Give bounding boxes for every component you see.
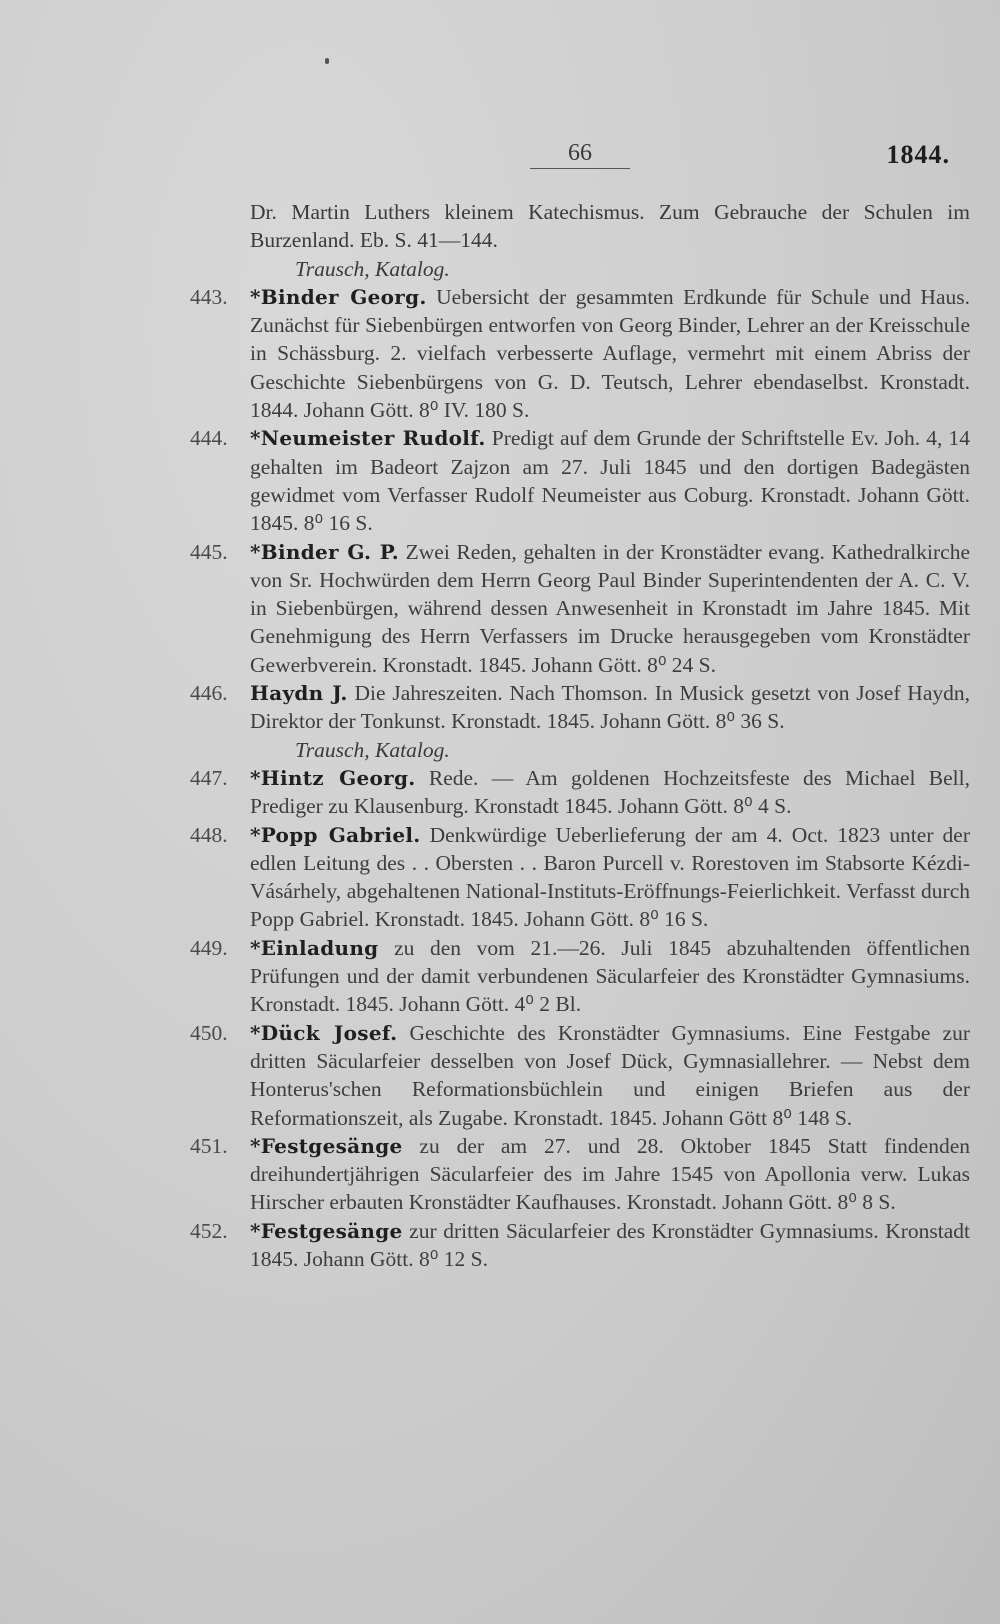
entry-author: *Binder Georg. xyxy=(250,284,427,309)
bibliography-content xyxy=(190,198,970,1273)
page-year: 1844. xyxy=(886,140,950,169)
entry-author: *Festgesänge xyxy=(250,1218,403,1243)
entry-number: 445. xyxy=(190,539,228,564)
entry-number: 449. xyxy=(190,935,228,960)
entry-number: 447. xyxy=(190,765,228,790)
entry-author: *Festgesänge xyxy=(250,1133,403,1158)
entry-text: Die Jahreszeiten. Nach Thomson. In Musick gesetzt von Josef Haydn, Direktor der Tonkunst. Kronstadt. 1845. Johann Gött. 8⁰ 36 S. xyxy=(250,681,970,734)
entry-text: zur dritten Säcularfeier des Kronstädter Gymnasiums. Kronstadt 1845. Johann Gött. 8⁰ 12 S. xyxy=(250,1218,970,1271)
entry-author: Haydn J. xyxy=(250,681,348,706)
entry-450 xyxy=(190,1019,970,1132)
entry-text: Uebersicht der gesammten Erdkunde für Schule und Haus. Zunächst für Siebenbürgen entworfen von Georg Binder, Lehrer an der Kreisschule in Schässburg. 2. vielfach verbesserte Auflage, vermehrt mit einem Abriss der Geschichte Siebenbürgens von G. D. Teutsch, Lehrer ebendaselbst. Kronstadt. 1844. Johann Gött. 8⁰ IV. 180 S. xyxy=(250,284,970,423)
intro-paragraph: Dr. Martin Luthers kleinem Katechismus. Zum Gebrauche der Schulen im Burzenland. Eb. S. 41—144. xyxy=(250,200,970,253)
entry-451 xyxy=(190,1132,970,1217)
entry-text: Zwei Reden, gehalten in der Kronstädter evang. Kathedralkirche von Sr. Hochwürden dem Herrn Georg Paul Binder Superintendenten der A. C. V. in Siebenbürgen, während dessen Anwesenheit in Kronstadt im Jahre 1845. Mit Genehmigung des Herrn Verfassers im Drucke herausgegeben vom Kronstädter Gewerbverein. Kronstadt. 1845. Johann Gött. 8⁰ 24 S. xyxy=(250,539,970,677)
entry-446 xyxy=(190,679,970,736)
entry-number: 444. xyxy=(190,426,228,451)
entry-author: *Hintz Georg. xyxy=(250,765,416,790)
entry-number: 446. xyxy=(190,681,228,706)
entry-text: Rede. — Am goldenen Hochzeitsfeste des Michael Bell, Prediger zu Klausenburg. Kronstadt 1845. Johann Gött. 8⁰ 4 S. xyxy=(250,765,970,819)
entry-author: *Neumeister Rudolf. xyxy=(250,426,486,451)
entry-number: 448. xyxy=(190,822,228,847)
entry-author: *Dück Josef. xyxy=(250,1020,398,1045)
entry-number: 443. xyxy=(190,284,228,309)
entry-text: zu der am 27. und 28. Oktober 1845 Statt findenden dreihundertjährigen Säcularfeier des im Jahre 1545 von Apollonia verw. Lukas Hirscher erbauten Kronstädter Kaufhauses. Kronstadt. Johann Gött. 8⁰ 8 S. xyxy=(250,1133,970,1215)
entry-text: Predigt auf dem Grunde der Schriftstelle Ev. Joh. 4, 14 gehalten im Badeort Zajzon am 27. Juli 1845 und den dortigen Badegästen gewidmet vom Verfasser Rudolf Neumeister aus Coburg. Kronstadt. Johann Gött. 1845. 8⁰ 16 S. xyxy=(250,426,970,536)
entry-444 xyxy=(190,424,970,537)
entry-author: *Einladung xyxy=(250,935,379,960)
entry-number: 452. xyxy=(190,1218,228,1243)
entry-445 xyxy=(190,538,970,679)
ink-speck xyxy=(325,58,329,64)
entry-text: Geschichte des Kronstädter Gymnasiums. Eine Festgabe zur dritten Säcularfeier desselben von Josef Dück, Gymnasiallehrer. — Nebst dem Honterus'schen Reformationsbüchlein und einigen Briefen aus der Reformationszeit, als Zugabe. Kronstadt. 1845. Johann Gött 8⁰ 148 S. xyxy=(250,1020,970,1130)
entry-author: *Binder G. P. xyxy=(250,539,400,564)
entry-text: Denkwürdige Ueberlieferung der am 4. Oct. 1823 unter der edlen Leitung des . . Obersten . . Baron Purcell v. Rorestoven im Stabsorte Kézdi-Vásárhely, abgehaltenen National-Instituts-Eröffnungs-Feierlichkeit. Verfasst durch Popp Gabriel. Kronstadt. 1845. Johann Gött. 8⁰ 16 S. xyxy=(250,822,970,932)
page-number: 66 xyxy=(530,138,630,169)
entry-448 xyxy=(190,821,970,934)
entry-447 xyxy=(190,764,970,821)
entry-443 xyxy=(190,283,970,424)
intro-source: Trausch, Katalog. xyxy=(295,256,450,281)
entry-number: 450. xyxy=(190,1020,228,1045)
page-header xyxy=(0,138,1000,178)
entry-452 xyxy=(190,1217,970,1274)
entry-source: Trausch, Katalog. xyxy=(295,737,450,762)
entry-number: 451. xyxy=(190,1133,228,1158)
entry-449 xyxy=(190,934,970,1019)
entry-author: *Popp Gabriel. xyxy=(250,822,421,847)
entry-text: zu den vom 21.—26. Juli 1845 abzuhaltenden öffentlichen Prüfungen und der damit verbundenen Säcularfeier des Kronstädter Gymnasiums. Kronstadt. 1845. Johann Gött. 4⁰ 2 Bl. xyxy=(250,935,970,1017)
